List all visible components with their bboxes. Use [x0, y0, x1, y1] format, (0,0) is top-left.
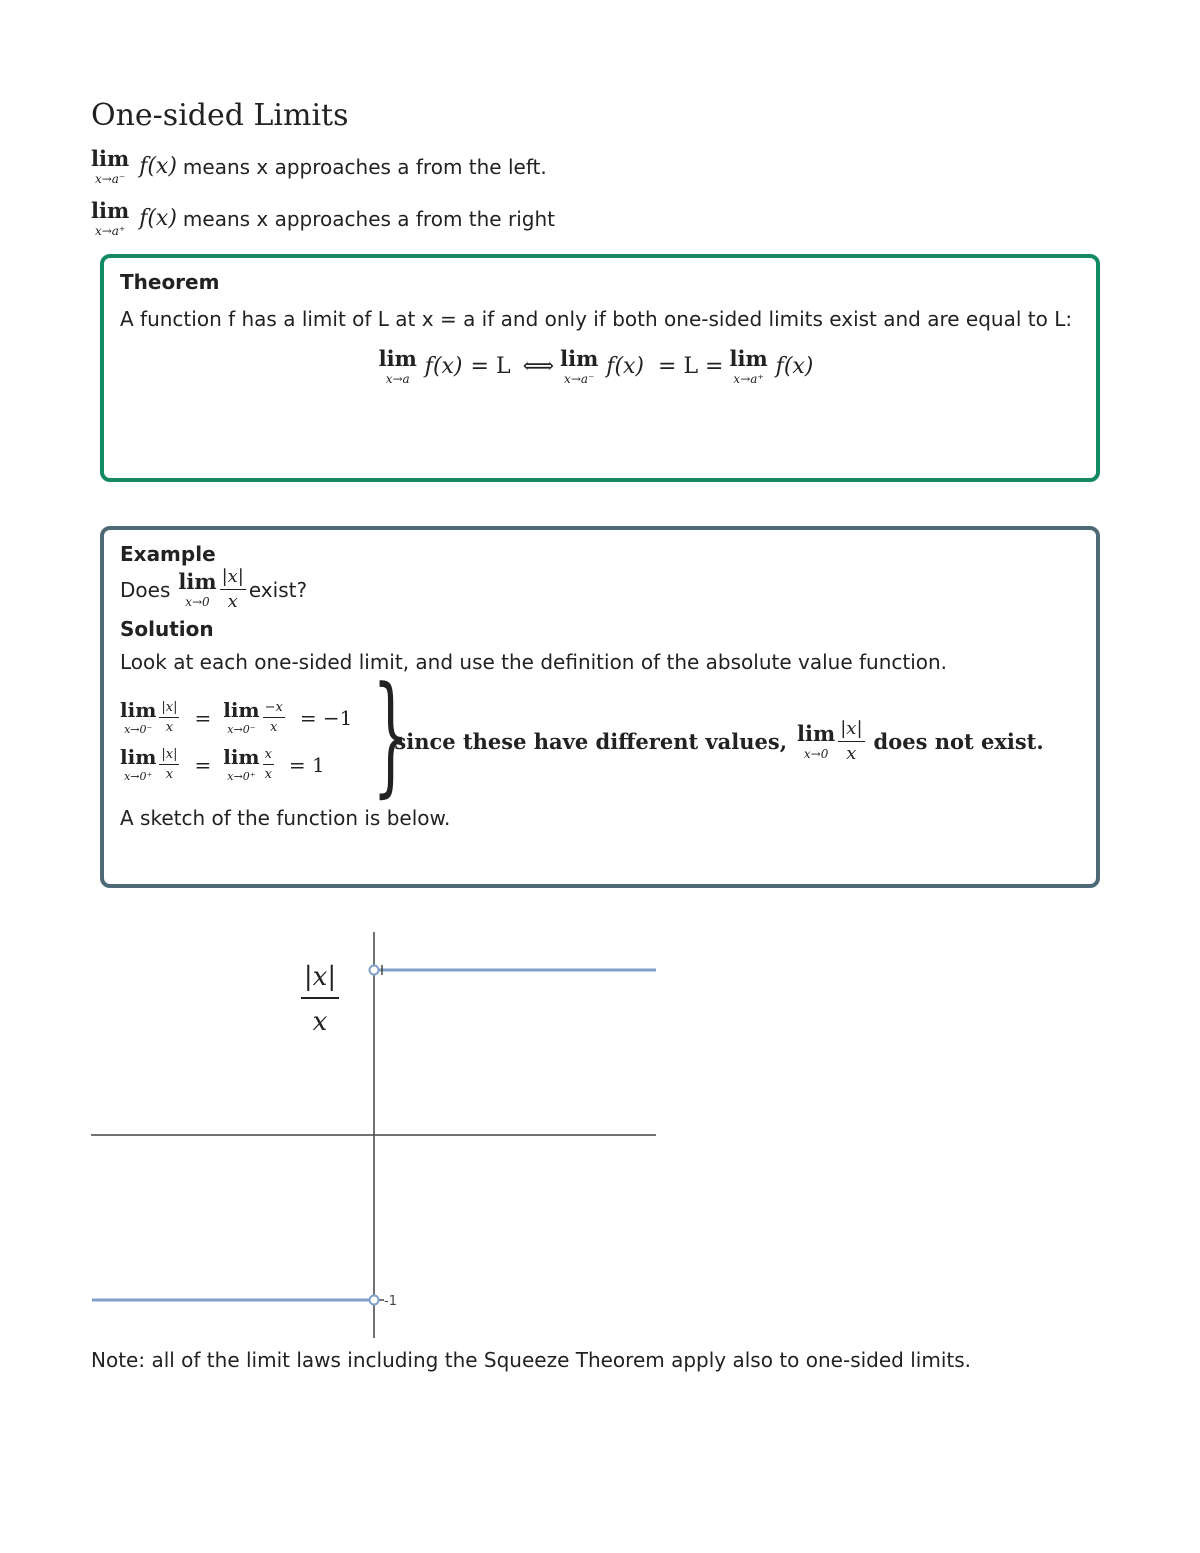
- lim-subscript: x→a⁻: [94, 172, 126, 186]
- conclusion-pre: since these have different values,: [394, 728, 788, 754]
- function-expression: f(x): [139, 206, 177, 231]
- denominator: x: [165, 767, 174, 782]
- denominator: x: [846, 742, 857, 764]
- numerator: |x|: [159, 701, 179, 718]
- iff-symbol: ⟺: [522, 354, 555, 379]
- lim-word: lim: [223, 745, 260, 769]
- denominator: x: [165, 720, 174, 735]
- tick-label-neg-one: -1: [384, 1294, 397, 1309]
- lim-subscript: x→a: [385, 372, 410, 386]
- lim-word: lim: [178, 569, 217, 594]
- result-right: = 1: [288, 752, 325, 777]
- lim-subscript: x→a⁻: [564, 372, 595, 386]
- note-text: Note: all of the limit laws including the Squeeze Theorem apply also to one-sided limits.: [91, 1348, 971, 1372]
- lim-word: lim: [223, 698, 260, 722]
- lim-right: [729, 348, 767, 385]
- numerator: −x: [263, 701, 285, 718]
- definition-text: means x approaches a from the right: [182, 206, 555, 231]
- lim-subscript: x→a⁺: [733, 372, 764, 386]
- function-expression: f(x): [775, 354, 814, 379]
- equals-L: = L: [470, 354, 511, 379]
- graph-label-numerator: |x|: [303, 962, 337, 992]
- lim-word: lim: [120, 698, 157, 722]
- lim-subscript: x→0⁻: [124, 723, 153, 736]
- lim-subscript: x→0⁺: [124, 770, 153, 783]
- denominator: x: [227, 591, 238, 612]
- numerator: |x|: [159, 748, 179, 765]
- function-expression: f(x): [139, 154, 177, 179]
- sketch-text: A sketch of the function is below.: [120, 806, 451, 830]
- question-post: exist?: [248, 577, 308, 602]
- question-pre: Does: [120, 577, 171, 602]
- lim-subscript: x→0: [185, 595, 210, 609]
- function-expression: f(x): [424, 354, 463, 379]
- equals-L-equals: = L =: [658, 354, 724, 379]
- right-brace: }: [372, 658, 410, 810]
- lim-word: lim: [120, 745, 157, 769]
- numerator: |x|: [220, 568, 246, 590]
- lim-subscript: x→0⁺: [227, 770, 256, 783]
- numerator: x: [263, 748, 274, 765]
- conclusion-post: does not exist.: [873, 728, 1044, 754]
- definition-text: means x approaches a from the left.: [182, 154, 547, 179]
- page-title: One-sided Limits: [91, 98, 349, 133]
- equals-sign: =: [194, 752, 212, 777]
- open-point-1: [370, 1296, 379, 1305]
- lim-word: lim: [91, 198, 130, 223]
- example-title: Example: [120, 542, 216, 566]
- fraction-abs-x-over-x: [838, 717, 864, 764]
- lim-subscript: x→a⁺: [94, 224, 126, 238]
- solution-text: Look at each one-sided limit, and use the definition of the absolute value function.: [120, 650, 948, 674]
- lim-operator: [797, 720, 836, 761]
- lim-subscript: x→0⁻: [227, 723, 256, 736]
- function-expression: f(x): [606, 354, 645, 379]
- lim-word: lim: [729, 346, 768, 371]
- open-point-0: [370, 966, 379, 975]
- graph-label-denominator: x: [312, 1007, 328, 1037]
- theorem-text: A function f has a limit of L at x = a if and only if both one-sided limits exist and are equal to L:: [120, 307, 1073, 331]
- lim-word: lim: [560, 346, 599, 371]
- lim-word: lim: [91, 146, 130, 171]
- numerator: |x|: [838, 720, 864, 742]
- lim-subscript: x→0: [803, 746, 829, 761]
- theorem-title: Theorem: [120, 270, 220, 294]
- denominator: x: [270, 720, 278, 735]
- result-left: = −1: [299, 705, 353, 730]
- lim-word: lim: [797, 720, 836, 746]
- denominator: x: [264, 767, 272, 782]
- equals-sign: =: [194, 705, 212, 730]
- lim-word: lim: [378, 346, 417, 371]
- solution-title: Solution: [120, 617, 214, 641]
